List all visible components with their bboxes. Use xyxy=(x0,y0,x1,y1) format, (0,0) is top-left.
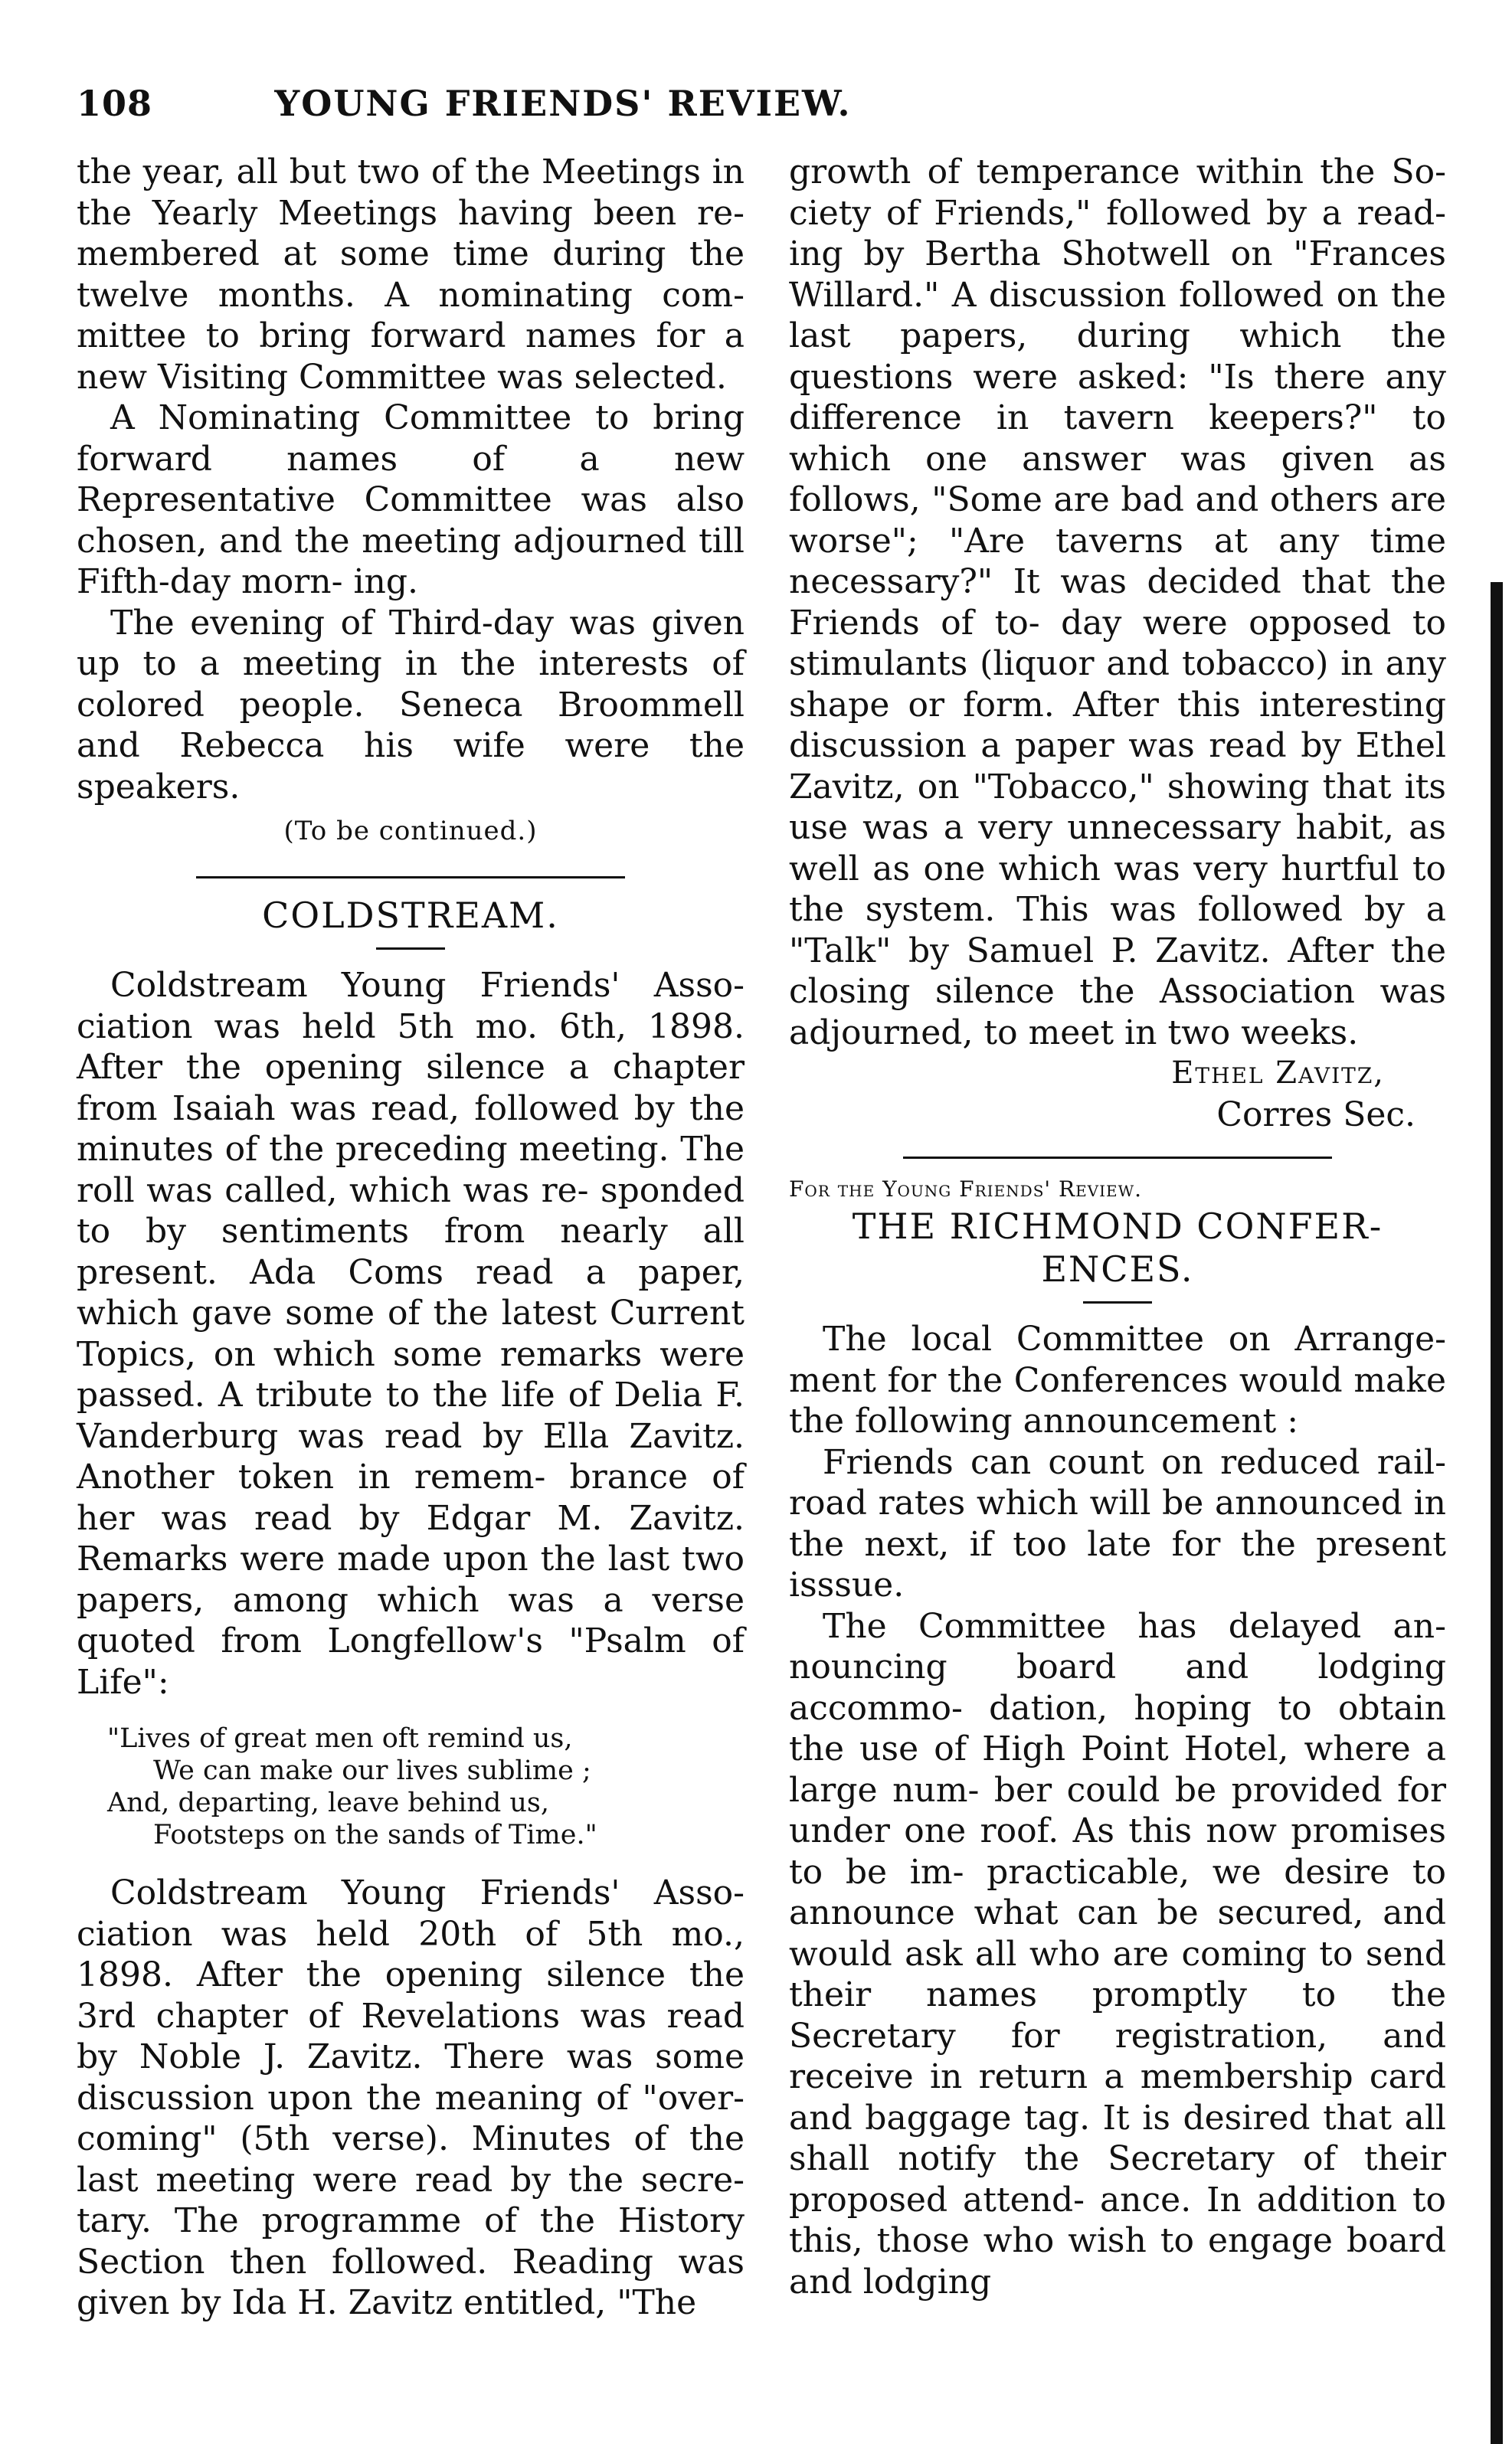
section-title-line: THE RICHMOND CONFER- xyxy=(852,1206,1383,1247)
source-note: For the Young Friends' Review. xyxy=(789,1176,1143,1202)
section-divider xyxy=(903,1157,1332,1159)
continued-note: (To be continued.) xyxy=(283,816,538,846)
page-number: 108 xyxy=(77,83,153,124)
page-header xyxy=(77,83,1049,136)
signature-name: Ethel Zavitz, xyxy=(1171,1055,1385,1091)
section-title-line: ENCES. xyxy=(1041,1248,1194,1290)
poem-line: And, departing, leave behind us, xyxy=(107,1788,549,1818)
poem-line: "Lives of great men oft remind us, xyxy=(107,1723,573,1754)
left-column xyxy=(77,152,745,2324)
paragraph: the year, all but two of the Meetings in the Yearly Meetings having been re- membered at some time during the twelve months. A nominating com- mittee to bring forward names for a new Visiting Committee was selected. xyxy=(77,152,745,397)
paragraph: Coldstream Young Friends' Asso- ciation was held 5th mo. 6th, 1898. After the opening silence a chapter from Isaiah was read, followed by the minutes of the preceding meeting. The roll was called, which was re- sponded to by sentiments from nearly all present. Ada Coms read a paper, which gave some of the latest Current Topics, on which some remarks were passed. A tribute to the life of Delia F. Vanderburg was read by Ella Zavitz. Another token in remem- brance of her was read by Edgar M. Zavitz. Remarks were made upon the last two papers, among which was a verse quoted from Longfellow's "Psalm of Life": xyxy=(77,966,745,1702)
paragraph: growth of temperance within the So- ciety of Friends," followed by a read- ing by Bertha Shotwell on "Frances Willard." A discussion followed on the last papers, during which the questions were asked: "Is there any difference in tavern keepers?" to which one answer was given as follows, "Some are bad and others are worse"; "Are taverns at any time necessary?" It was decided that the Friends of to- day were opposed to stimulants (liquor and tobacco) in any shape or form. After this interesting discussion a paper was read by Ethel Zavitz, on "Tobacco," showing that its use was a very unnecessary habit, as well as one which was very hurtful to the system. This was followed by a "Talk" by Samuel P. Zavitz. After the closing silence the Association was adjourned, to meet in two weeks. xyxy=(789,152,1446,1052)
section-title-richmond xyxy=(789,1205,1446,1291)
poem-quote xyxy=(107,1723,745,1851)
poem-line: Footsteps on the sands of Time." xyxy=(153,1820,597,1850)
title-underline xyxy=(1083,1301,1152,1304)
section-title-coldstream: COLDSTREAM. xyxy=(262,895,559,936)
paragraph: Coldstream Young Friends' Asso- ciation was held 20th of 5th mo., 1898. After the opening silence the 3rd chapter of Revelations was read by Noble J. Zavitz. There was some discussion upon the meaning of "over- coming" (5th verse). Minutes of the last meeting were read by the secre- tary. The programme of the History Section then followed. Reading was given by Ida H. Zavitz entitled, "The xyxy=(77,1873,745,2322)
poem-line: We can make our lives sublime ; xyxy=(153,1755,591,1786)
paragraph: The Committee has delayed an- nouncing board and lodging accommo- dation, hoping to obtain the use of High Point Hotel, where a large num- ber could be provided for under one roof. As this now promises to be im- practicable, we desire to announce what can be secured, and would ask all who are coming to send their names promptly to the Secretary for registration, and receive in return a membership card and baggage tag. It is desired that all shall notify the Secretary of their proposed attend- ance. In addition to this, those who wish to engage board and lodging xyxy=(789,1606,1446,2302)
scan-edge-shadow xyxy=(1491,582,1503,2444)
paragraph: The evening of Third-day was given up to a meeting in the interests of colored people. Seneca Broommell and Rebecca his wife were the speakers. xyxy=(77,603,745,806)
paragraph: Friends can count on reduced rail- road rates which will be announced in the next, if too late for the present isssue. xyxy=(789,1442,1446,1605)
running-title: YOUNG FRIENDS' REVIEW. xyxy=(274,83,852,124)
signature-title: Corres Sec. xyxy=(1216,1094,1415,1134)
right-column xyxy=(789,152,1446,2302)
section-divider xyxy=(196,876,625,878)
paragraph: A Nominating Committee to bring forward names of a new Representative Committee was also chosen, and the meeting adjourned till Fifth-day morn- ing. xyxy=(77,398,745,601)
paragraph: The local Committee on Arrange- ment for the Conferences would make the following announcement : xyxy=(789,1320,1446,1441)
title-underline xyxy=(376,947,445,950)
